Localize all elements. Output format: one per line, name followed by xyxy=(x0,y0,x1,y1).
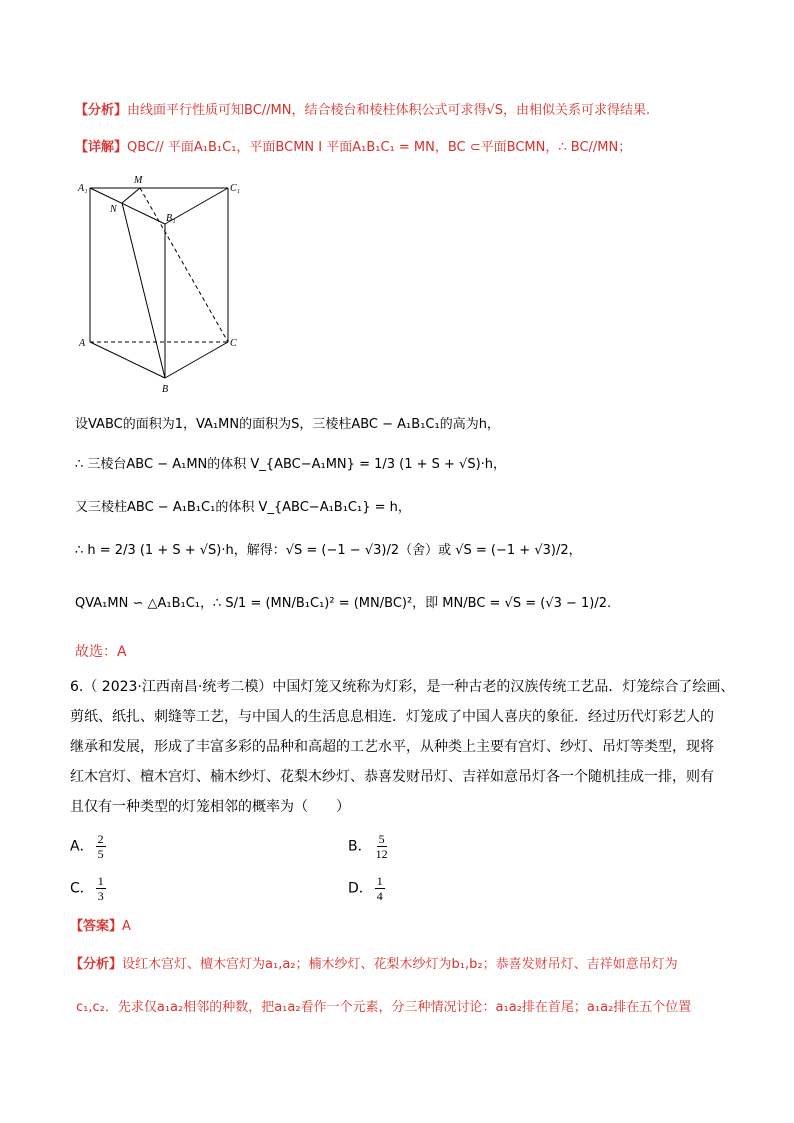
analysis2-tag: 【分析】 xyxy=(70,957,123,972)
edge-a1-b1 xyxy=(90,188,165,224)
option-c-fraction: $\frac{1}{3}$ xyxy=(97,874,104,903)
label-m: M xyxy=(134,175,143,186)
analysis2-text-1: 设红木宫灯、檀木宫灯为a₁,a₂；楠木纱灯、花梨木纱灯为b₁,b₂；恭喜发财吊灯、吉祥如意吊灯为 xyxy=(122,957,678,972)
question-line-4: 红木宫灯、檀木宫灯、楠木纱灯、花梨木纱灯、恭喜发财吊灯、吉祥如意吊灯各一个随机挂成一排，则有 xyxy=(70,769,714,785)
detail-line-1 xyxy=(75,137,631,159)
label-a1: A₁ xyxy=(78,183,88,194)
label-c: C xyxy=(230,338,237,349)
prism-figure xyxy=(70,172,250,398)
analysis-text: 由线面平行性质可知BC//MN，结合棱台和棱柱体积公式可求得√S，由相似关系可求得结果. xyxy=(127,103,651,118)
step-3: 又三棱柱ABC − A₁B₁C₁的体积 V_{ABC−A₁B₁C₁} = h， xyxy=(75,500,411,515)
label-b: B xyxy=(162,384,169,395)
option-b-fraction: $\frac{5}{12}$ xyxy=(375,832,388,861)
option-a-label: A． xyxy=(70,838,94,855)
question-line-1: 6.（ 2023·江西南昌·统考二模）中国灯笼又统称为灯彩，是一种古老的汉族传统工艺品．灯笼综合了绘画、 xyxy=(70,679,735,695)
segment-mn xyxy=(122,188,140,203)
step-5: QVA₁MN ∽ △A₁B₁C₁，∴ S/1 = (MN/B₁C₁)² = (MN/BC)²，即 MN/BC = √S = (√3 − 1)/2. xyxy=(75,596,612,611)
analysis2-line-1 xyxy=(70,954,678,976)
answer-value: A xyxy=(122,919,131,934)
option-b[interactable] xyxy=(348,832,392,861)
option-b-label: B． xyxy=(348,838,372,855)
option-d-fraction: $\frac{1}{4}$ xyxy=(376,874,383,903)
option-a-fraction: $\frac{2}{5}$ xyxy=(97,832,104,861)
segment-nb xyxy=(122,203,165,378)
question-line-5: 且仅有一种类型的灯笼相邻的概率为（ ） xyxy=(70,799,350,815)
step-2: ∴ 三棱台ABC − A₁MN的体积 V_{ABC−A₁MN} = 1/3 (1 + S + √S)·h， xyxy=(75,457,507,472)
question-line-2: 剪纸、纸扎、刺缝等工艺，与中国人的生活息息相连．灯笼成了中国人喜庆的象征．经过历代灯彩艺人的 xyxy=(70,709,714,725)
option-d-label: D． xyxy=(348,880,373,897)
question-line-3: 继承和发展，形成了丰富多彩的品种和高超的工艺水平，从种类上主要有宫灯、纱灯、吊灯等类型，现将 xyxy=(70,739,714,755)
detail-text: QBC// 平面A₁B₁C₁，平面BCMN I 平面A₁B₁C₁ = MN，BC ⊂平面BCMN，∴ BC//MN； xyxy=(127,140,632,155)
answer-choice-line: 故选：A xyxy=(75,644,127,660)
analysis-line-1 xyxy=(75,100,650,122)
label-c1: C₁ xyxy=(230,183,241,194)
analysis-tag: 【分析】 xyxy=(75,103,128,118)
option-c[interactable] xyxy=(70,874,108,903)
detail-tag: 【详解】 xyxy=(75,140,128,155)
segment-mc xyxy=(140,188,228,342)
answer-line xyxy=(70,916,131,938)
edge-b-c xyxy=(165,342,228,378)
step-1: 设VABC的面积为1，VA₁MN的面积为S，三棱柱ABC − A₁B₁C₁的高为h， xyxy=(75,417,500,432)
option-c-label: C． xyxy=(70,880,94,897)
option-d[interactable] xyxy=(348,874,387,903)
answer-tag: 【答案】 xyxy=(70,919,123,934)
option-a[interactable] xyxy=(70,832,108,861)
step-4: ∴ h = 2/3 (1 + S + √S)·h，解得：√S = (−1 − √3)/2（舍）或 √S = (−1 + √3)/2， xyxy=(75,543,582,558)
label-n: N xyxy=(110,204,117,215)
label-a: A xyxy=(79,338,86,349)
label-b1: B₁ xyxy=(166,213,176,224)
analysis2-line-2: c₁,c₂．先求仅a₁a₂相邻的种数，把a₁a₂看作一个元素，分三种情况讨论：a₁a₂排在首尾；a₁a₂排在五个位置 xyxy=(76,1000,692,1015)
edge-a-b xyxy=(90,342,165,378)
